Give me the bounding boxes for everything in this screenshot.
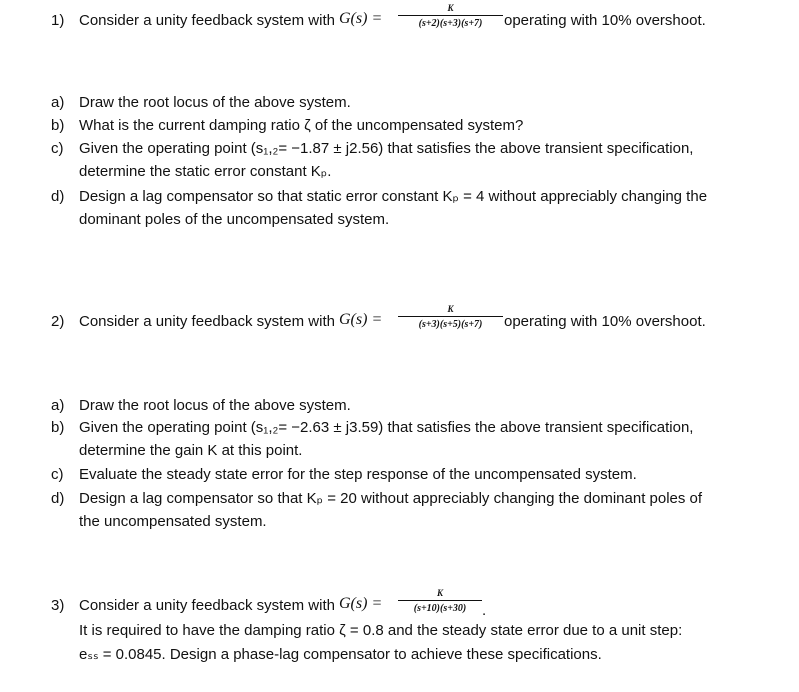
q1-g-lhs: G(s) = [339, 10, 383, 27]
q3-g-lhs: G(s) = [339, 595, 383, 612]
q2-part-a-label: a) [51, 397, 65, 414]
q3-line2: It is required to have the damping ratio ζ = 0.8 and the steady state error due to a unit step: [79, 622, 683, 639]
q2-part-a-text: Draw the root locus of the above system. [79, 397, 351, 414]
q1-part-b-text: What is the current damping ratio ζ of the uncompensated system? [79, 117, 524, 134]
q1-intro: Consider a unity feedback system with [79, 12, 335, 29]
q2-fraction [398, 304, 503, 330]
q2-g-lhs: G(s) = [339, 311, 383, 328]
q2-intro: Consider a unity feedback system with [79, 313, 335, 330]
q3-den-suffix: . [482, 602, 487, 619]
q2-part-d-line2: the uncompensated system. [79, 513, 267, 530]
q2-part-b-line1: Given the operating point (s₁,₂= −2.63 ± j3.59) that satisfies the above transient specification, [79, 419, 694, 436]
q1-denominator: (s+2)(s+3)(s+7) [418, 18, 483, 29]
q2-part-b-line2: determine the gain K at this point. [79, 442, 303, 459]
q2-part-b-label: b) [51, 419, 65, 436]
q1-part-c-line2: determine the static error constant Kₚ. [79, 163, 332, 180]
q1-number: 1) [51, 12, 65, 29]
q1-numerator: K [447, 3, 454, 13]
q3-numerator: K [436, 588, 443, 598]
q1-part-a-text: Draw the root locus of the above system. [79, 94, 351, 111]
q3-line3: eₛₛ = 0.0845. Design a phase-lag compensator to achieve these specifications. [79, 646, 602, 663]
q1-part-c-label: c) [51, 140, 64, 157]
q2-tail: operating with 10% overshoot. [504, 313, 706, 330]
q1-part-c-line1: Given the operating point (s₁,₂= −1.87 ± j2.56) that satisfies the above transient specification, [79, 140, 694, 157]
q2-numerator: K [447, 304, 454, 314]
q1-fraction [398, 3, 503, 29]
q1-part-d-line1: Design a lag compensator so that static error constant Kₚ = 4 without appreciably changing the [79, 188, 708, 205]
q2-denominator: (s+3)(s+5)(s+7) [418, 319, 483, 330]
q1-part-a-label: a) [51, 94, 65, 111]
q2-part-d-line1: Design a lag compensator so that Kₚ = 20 without appreciably changing the dominant poles of [79, 490, 703, 507]
q2-part-c-label: c) [51, 466, 64, 483]
q3-intro: Consider a unity feedback system with [79, 597, 335, 614]
q3-fraction [398, 588, 482, 614]
q2-part-c-text: Evaluate the steady state error for the step response of the uncompensated system. [79, 466, 637, 483]
q2-number: 2) [51, 313, 65, 330]
q1-tail: operating with 10% overshoot. [504, 12, 706, 29]
q3-number: 3) [51, 597, 65, 614]
q2-part-d-label: d) [51, 490, 65, 507]
q1-part-d-label: d) [51, 188, 65, 205]
q1-part-b-label: b) [51, 117, 65, 134]
q1-part-d-line2: dominant poles of the uncompensated system. [79, 211, 390, 228]
q3-denominator: (s+10)(s+30) [413, 603, 467, 614]
